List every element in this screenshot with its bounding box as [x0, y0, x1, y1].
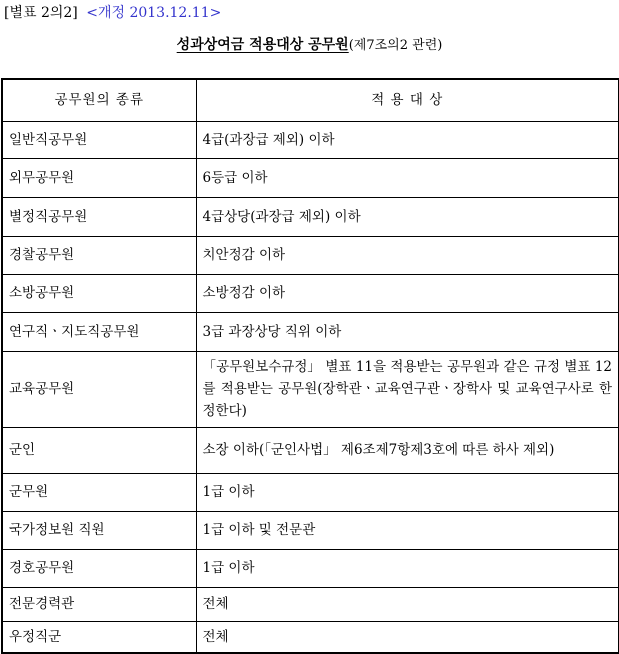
cell-target: 전체 [196, 621, 619, 653]
table-row [2, 621, 619, 653]
cell-target: 1급 이하 및 전문관 [196, 511, 619, 549]
table-row [2, 236, 619, 274]
cell-target: 소방정감 이하 [196, 274, 619, 312]
cell-target: 1급 이하 [196, 549, 619, 587]
table-header-row [2, 79, 619, 121]
table-row [2, 511, 619, 549]
cell-target: 소장 이하(「군인사법」 제6조제7항제3호에 따른 하사 제외) [196, 427, 619, 473]
table-row [2, 312, 619, 351]
table-row [2, 351, 619, 427]
eligibility-table [1, 78, 619, 654]
annex-header [4, 2, 221, 22]
cell-target: 6등급 이하 [196, 158, 619, 197]
title-reference: (제7조의2 관련) [348, 38, 443, 53]
cell-kind: 외무공무원 [2, 158, 196, 197]
cell-kind: 군무원 [2, 473, 196, 511]
cell-target: 4급상당(과장급 제외) 이하 [196, 197, 619, 236]
cell-target: 치안정감 이하 [196, 236, 619, 274]
annex-label: [별표 2의2] [4, 5, 78, 21]
cell-kind: 국가정보원 직원 [2, 511, 196, 549]
cell-target: 4급(과장급 제외) 이하 [196, 121, 619, 158]
cell-kind: 경찰공무원 [2, 236, 196, 274]
cell-target: 전체 [196, 587, 619, 621]
cell-kind: 일반직공무원 [2, 121, 196, 158]
table-row [2, 121, 619, 158]
column-header-target: 적 용 대 상 [196, 79, 619, 121]
table-row [2, 549, 619, 587]
table-row [2, 427, 619, 473]
cell-target: 「공무원보수규정」 별표 11을 적용받는 공무원과 같은 규정 별표 12를 적용받는 공무원(장학관ㆍ교육연구관ㆍ장학사 및 교육연구사로 한정한다) [196, 351, 619, 427]
cell-target: 3급 과장상당 직위 이하 [196, 312, 619, 351]
document-title [0, 34, 619, 54]
table-row [2, 473, 619, 511]
amendment-date: <개정 2013.12.11> [86, 5, 222, 21]
title-main: 성과상여금 적용대상 공무원 [176, 37, 349, 53]
cell-kind: 군인 [2, 427, 196, 473]
cell-kind: 소방공무원 [2, 274, 196, 312]
table-row [2, 158, 619, 197]
cell-kind: 경호공무원 [2, 549, 196, 587]
table-row [2, 197, 619, 236]
column-header-kind: 공무원의 종류 [2, 79, 196, 121]
cell-kind: 별정직공무원 [2, 197, 196, 236]
cell-kind: 교육공무원 [2, 351, 196, 427]
cell-kind: 전문경력관 [2, 587, 196, 621]
table-row [2, 274, 619, 312]
cell-target: 1급 이하 [196, 473, 619, 511]
table-row [2, 587, 619, 621]
cell-kind: 우정직군 [2, 621, 196, 653]
cell-kind: 연구직ㆍ지도직공무원 [2, 312, 196, 351]
